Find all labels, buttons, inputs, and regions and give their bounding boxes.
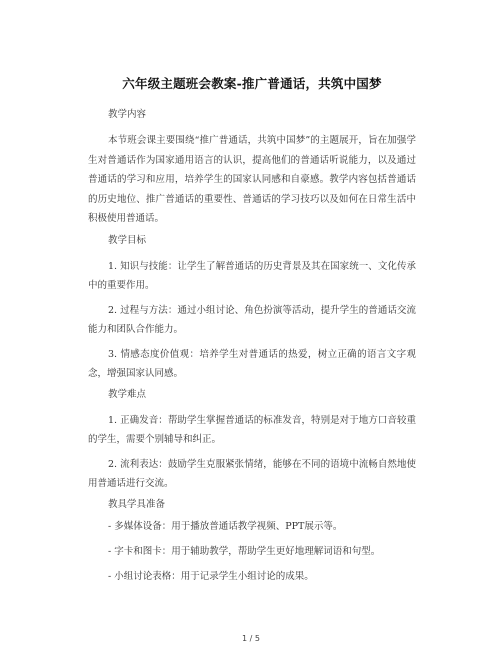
section-heading-goals: 教学目标 [108, 234, 147, 246]
document-title: 六年级主题班会教案-推广普通话，共筑中国梦 [122, 76, 382, 91]
material-item-2: - 字卡和图卡：用于辅助教学，帮助学生更好地理解词语和句型。 [108, 545, 381, 557]
section-heading-materials: 教具学具准备 [108, 498, 166, 510]
content-paragraph: 本节班会课主要围绕“推广普通话，共筑中国梦”的主题展开，旨在加强学生对普通话作为国家通用语言的认识，提高他们的普通话听说能力，以及通过普通话的学习和应用，培养学生的国家认同感和自豪感。教学内容包括普通话的历史地位、推广普通话的重要性、普通话的学习技巧以及如何在日常生活中积极使用普通话。 [88, 135, 416, 224]
difficulty-item-2: 2. 流利表达：鼓励学生克服紧张情绪，能够在不同的语境中流畅自然地使用普通话进行交流。 [88, 458, 416, 489]
goal-item-3: 3. 情感态度价值观：培养学生对普通话的热爱，树立正确的语言文字观念，增强国家认同感。 [88, 348, 416, 379]
material-item-1: - 多媒体设备：用于播放普通话教学视频、PPT展示等。 [108, 520, 343, 532]
material-item-3: - 小组讨论表格：用于记录学生小组讨论的成果。 [108, 570, 314, 582]
goal-item-2: 2. 过程与方法：通过小组讨论、角色扮演等活动，提升学生的普通话交流能力和团队合作能力。 [88, 304, 416, 335]
section-heading-difficulties: 教学难点 [108, 388, 147, 400]
difficulty-item-1: 1. 正确发音：帮助学生掌握普通话的标准发音，特别是对于地方口音较重的学生，需要个别辅导和纠正。 [88, 414, 416, 445]
document-body [88, 74, 416, 596]
section-heading-content: 教学内容 [108, 109, 147, 120]
page-number: 1 / 5 [242, 634, 260, 643]
goal-item-1: 1. 知识与技能：让学生了解普通话的历史背景及其在国家统一、文化传承中的重要作用。 [88, 260, 416, 291]
